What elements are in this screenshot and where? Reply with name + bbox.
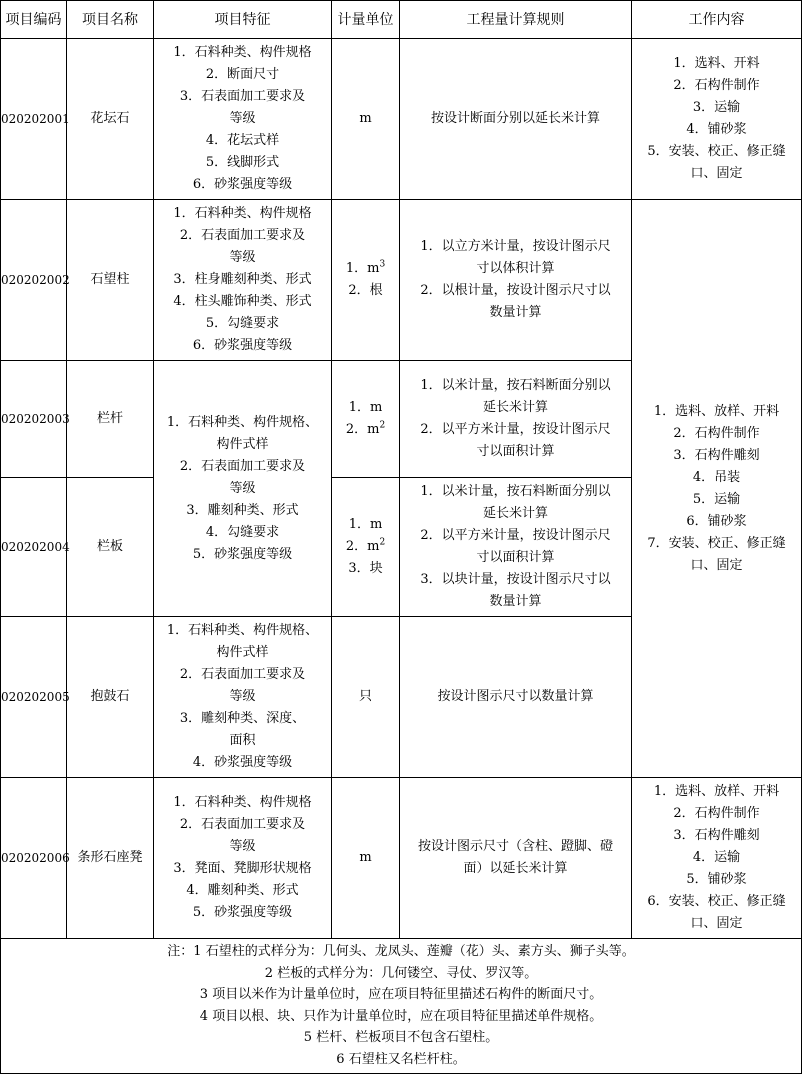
text-line: 4 项目以根、块、只作为计量单位时，应在项目特征里描述单件规格。 bbox=[199, 1008, 603, 1024]
text-line: 4．勾缝要求 bbox=[205, 524, 280, 540]
text-line: 1．以米计量，按石料断面分别以 bbox=[420, 484, 611, 499]
unit-line bbox=[334, 686, 397, 708]
unit-text: 2．根 bbox=[348, 283, 383, 298]
text-line: 1．以立方米计量，按设计图示尺 bbox=[420, 239, 611, 254]
item-unit bbox=[332, 361, 400, 478]
text-line: 1．选料、放样、开料 bbox=[653, 403, 780, 419]
item-features bbox=[154, 361, 332, 617]
text-line: 注：1 石望柱的式样分为：几何头、龙凤头、莲瓣（花）头、素方头、狮子头等。 bbox=[167, 944, 635, 959]
item-name: 抱鼓石 bbox=[67, 617, 154, 778]
text-line: 1．石料种类、构件规格 bbox=[173, 795, 312, 810]
unit-text: 2．m bbox=[345, 539, 380, 554]
text-line: 5．安装、校正、修正缝 bbox=[647, 144, 786, 159]
item-unit bbox=[332, 478, 400, 617]
text-line: 3．石表面加工要求及 bbox=[179, 89, 306, 104]
unit-line bbox=[334, 536, 397, 558]
item-rule bbox=[400, 200, 632, 361]
notes-row bbox=[1, 939, 802, 1074]
item-name: 栏杆 bbox=[67, 361, 154, 478]
text-line: 等级 bbox=[229, 111, 256, 126]
text-line: 2．石表面加工要求及 bbox=[179, 817, 306, 832]
table-row bbox=[1, 200, 802, 361]
text-line: 3．以块计量，按设计图示尺寸以 bbox=[420, 572, 611, 587]
item-code: 020202006 bbox=[1, 778, 67, 939]
item-work bbox=[632, 200, 802, 778]
unit-text: m bbox=[359, 850, 372, 865]
unit-text: m bbox=[359, 111, 372, 126]
unit-text: 1．m bbox=[348, 517, 383, 532]
text-line: 4．运输 bbox=[692, 850, 741, 865]
item-name: 条形石座凳 bbox=[67, 778, 154, 939]
text-line: 2．石构件制作 bbox=[673, 806, 760, 821]
header-features: 项目特征 bbox=[154, 1, 332, 39]
text-line: 5．铺砂浆 bbox=[686, 872, 747, 887]
item-unit bbox=[332, 778, 400, 939]
unit-line bbox=[334, 108, 397, 130]
text-line: 6．砂浆强度等级 bbox=[192, 177, 293, 192]
text-line: 1．石料种类、构件规格、 bbox=[166, 623, 319, 638]
item-code: 020202005 bbox=[1, 617, 67, 778]
item-work bbox=[632, 778, 802, 939]
item-code: 020202003 bbox=[1, 361, 67, 478]
text-line: 2．断面尺寸 bbox=[205, 67, 280, 82]
item-rule bbox=[400, 478, 632, 617]
text-line: 4．雕刻种类、形式 bbox=[186, 883, 299, 898]
text-line: 5．勾缝要求 bbox=[205, 316, 280, 331]
text-line: 3．雕刻种类、形式 bbox=[186, 502, 299, 518]
unit-exponent: 2 bbox=[379, 420, 386, 431]
text-line: 2．石表面加工要求及 bbox=[179, 667, 306, 682]
text-line: 3．凳面、凳脚形状规格 bbox=[173, 861, 312, 876]
item-work bbox=[632, 39, 802, 200]
item-rule bbox=[400, 778, 632, 939]
unit-text: 1．m bbox=[348, 400, 383, 415]
text-line: 5．砂浆强度等级 bbox=[192, 905, 293, 920]
unit-line bbox=[334, 514, 397, 536]
text-line: 5．砂浆强度等级 bbox=[192, 546, 293, 562]
text-line: 口、固定 bbox=[690, 916, 743, 931]
table-notes bbox=[1, 939, 802, 1074]
unit-line bbox=[334, 258, 397, 280]
unit-text: 只 bbox=[358, 689, 372, 704]
text-line: 3．石构件雕刻 bbox=[673, 828, 760, 843]
header-row bbox=[1, 1, 802, 39]
text-line: 数量计算 bbox=[489, 305, 542, 320]
text-line: 2．以平方米计量，按设计图示尺 bbox=[420, 422, 611, 437]
item-unit bbox=[332, 39, 400, 200]
unit-line bbox=[334, 558, 397, 580]
item-name: 花坛石 bbox=[67, 39, 154, 200]
text-line: 面）以延长米计算 bbox=[463, 861, 568, 876]
text-line: 等级 bbox=[229, 689, 256, 704]
unit-line bbox=[334, 419, 397, 441]
text-line: 1．选料、开料 bbox=[673, 56, 760, 71]
item-features bbox=[154, 778, 332, 939]
text-line: 3．石构件雕刻 bbox=[673, 447, 760, 463]
table-row bbox=[1, 39, 802, 200]
header-unit: 计量单位 bbox=[332, 1, 400, 39]
text-line: 1．选料、放样、开料 bbox=[653, 784, 780, 799]
text-line: 3．雕刻种类、深度、 bbox=[179, 711, 306, 726]
text-line: 延长米计算 bbox=[482, 400, 548, 415]
item-features bbox=[154, 39, 332, 200]
item-name: 石望柱 bbox=[67, 200, 154, 361]
text-line: 2．石表面加工要求及 bbox=[179, 228, 306, 243]
text-line: 2．石构件制作 bbox=[673, 78, 760, 93]
unit-text: 1．m bbox=[345, 261, 380, 276]
item-unit bbox=[332, 200, 400, 361]
item-features bbox=[154, 200, 332, 361]
text-line: 6．砂浆强度等级 bbox=[192, 338, 293, 353]
text-line: 3 项目以米作为计量单位时，应在项目特征里描述石构件的断面尺寸。 bbox=[199, 987, 603, 1002]
text-line: 寸以体积计算 bbox=[476, 261, 555, 276]
text-line: 2．以平方米计量，按设计图示尺 bbox=[420, 528, 611, 543]
text-line: 3．柱身雕刻种类、形式 bbox=[173, 272, 312, 287]
text-line: 构件式样 bbox=[216, 436, 269, 452]
header-name: 项目名称 bbox=[67, 1, 154, 39]
text-line: 4．柱头雕饰种类、形式 bbox=[173, 294, 312, 309]
text-line: 4．花坛式样 bbox=[205, 133, 280, 148]
text-line: 按设计图示尺寸（含柱、蹬脚、磴 bbox=[417, 839, 613, 854]
text-line: 6．安装、校正、修正缝 bbox=[647, 894, 786, 909]
text-line: 2 栏板的式样分为：几何镂空、寻仗、罗汉等。 bbox=[264, 965, 538, 981]
unit-line bbox=[334, 397, 397, 419]
text-line: 数量计算 bbox=[489, 594, 542, 609]
text-line: 2．石表面加工要求及 bbox=[179, 458, 306, 474]
text-line: 2．以根计量，按设计图示尺寸以 bbox=[420, 283, 611, 298]
text-line: 5．运输 bbox=[692, 491, 741, 507]
item-rule bbox=[400, 617, 632, 778]
unit-text: 3．块 bbox=[348, 561, 383, 576]
header-rule: 工程量计算规则 bbox=[400, 1, 632, 39]
text-line: 1．以米计量，按石料断面分别以 bbox=[420, 378, 611, 393]
text-line: 7．安装、校正、修正缝 bbox=[647, 535, 786, 551]
table-row bbox=[1, 778, 802, 939]
text-line: 1．石料种类、构件规格 bbox=[173, 206, 312, 221]
item-code: 020202001 bbox=[1, 39, 67, 200]
header-work: 工作内容 bbox=[632, 1, 802, 39]
text-line: 等级 bbox=[229, 250, 256, 265]
text-line: 寸以面积计算 bbox=[476, 550, 555, 565]
text-line: 口、固定 bbox=[690, 557, 743, 573]
text-line: 1．石料种类、构件规格 bbox=[173, 45, 312, 60]
unit-line bbox=[334, 847, 397, 869]
text-line: 面积 bbox=[229, 733, 256, 748]
text-line: 构件式样 bbox=[216, 645, 269, 660]
text-line: 按设计断面分别以延长米计算 bbox=[430, 111, 600, 126]
text-line: 3．运输 bbox=[692, 100, 741, 115]
text-line: 6 石望柱又名栏杆柱。 bbox=[336, 1051, 466, 1067]
text-line: 寸以面积计算 bbox=[476, 444, 555, 459]
text-line: 等级 bbox=[229, 839, 256, 854]
text-line: 6．铺砂浆 bbox=[686, 513, 747, 529]
text-line: 等级 bbox=[229, 480, 256, 496]
header-code: 项目编码 bbox=[1, 1, 67, 39]
item-features bbox=[154, 617, 332, 778]
text-line: 5．线脚形式 bbox=[205, 155, 280, 170]
item-code: 020202004 bbox=[1, 478, 67, 617]
unit-exponent: 3 bbox=[379, 259, 386, 270]
text-line: 4．铺砂浆 bbox=[686, 122, 747, 137]
text-line: 4．吊装 bbox=[692, 469, 741, 485]
text-line: 1．石料种类、构件规格、 bbox=[166, 414, 319, 430]
item-rule bbox=[400, 39, 632, 200]
unit-line bbox=[334, 280, 397, 302]
text-line: 5 栏杆、栏板项目不包含石望柱。 bbox=[303, 1030, 499, 1045]
item-rule bbox=[400, 361, 632, 478]
unit-exponent: 2 bbox=[379, 537, 386, 548]
text-line: 2．石构件制作 bbox=[673, 425, 760, 441]
text-line: 4．砂浆强度等级 bbox=[192, 755, 293, 770]
item-name: 栏板 bbox=[67, 478, 154, 617]
text-line: 延长米计算 bbox=[482, 506, 548, 521]
unit-text: 2．m bbox=[345, 422, 380, 437]
item-unit bbox=[332, 617, 400, 778]
item-code: 020202002 bbox=[1, 200, 67, 361]
text-line: 按设计图示尺寸以数量计算 bbox=[437, 689, 594, 704]
text-line: 口、固定 bbox=[690, 166, 743, 181]
